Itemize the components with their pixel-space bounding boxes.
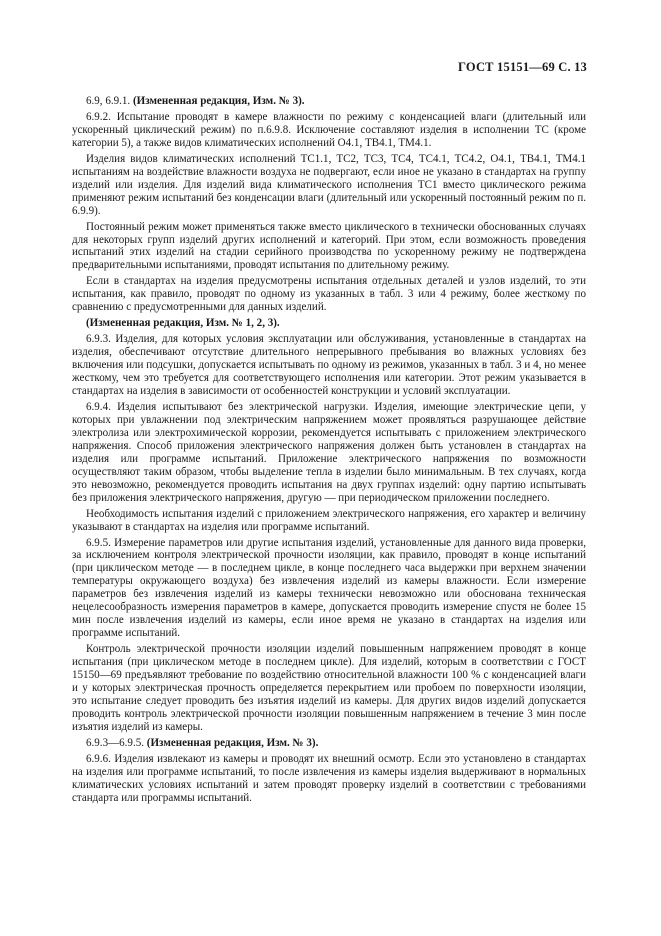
paragraph: 6.9.4. Изделия испытывают без электрической нагрузки. Изделия, имеющие электрические цепи, у которых при увлажнении под электрическим напряжением может проявляться разрушающее действие электролиза или электрохимической коррозии, рекомендуется испытывать с приложением электрического напряжения. Способ приложения электрического напряжения должен быть установлен в стандартах на изделия или программе испытаний. Приложение электрического напряжения по возможности осуществляют таким образом, чтобы выделение тепла в изделии было минимальным. В тех случаях, когда это невозможно, рекомендуется проводить испытания на двух группах изделий: одну партию испытывать без приложения электрического напряжения, другую — при периодическом приложении последнего. [72, 400, 587, 504]
paragraph: 6.9.3—6.9.5. (Измененная редакция, Изм. № 3). [86, 736, 319, 749]
paragraph: 6.9.3. Изделия, для которых условия эксплуатации или обслуживания, установленные в стандартах на изделия, обеспечивают отсутствие длительного непрерывного пребывания во влажных условиях без включения или подсушки, допускается испытывать по одному из режимов, указанных в табл. 3 и 4, но менее жесткому, чем это требуется для соответствующего исполнения или категории. Этот режим указывается в стандартах на изделия в зависимости от особенностей конструкции и условий эксплуатации. [72, 333, 587, 398]
paragraph: Необходимость испытания изделий с приложением электрического напряжения, его характер и величину указывают в стандартах на изделия или программе испытаний. [72, 507, 586, 533]
paragraph: Если в стандартах на изделия предусмотрены испытания отдельных деталей и узлов изделий, то эти испытания, как правило, проводят по одному из указанных в табл. 3 или 4 режиму, более жесткому по сравнению с предусмотренными для данных изделий. [72, 275, 586, 314]
paragraph: 6.9.5. Измерение параметров или другие испытания изделий, установленные для данного вида проверки, за исключением контроля электрической прочности изоляции, как правило, проводят в конце испытаний (при циклическом методе — в последнем цикле, в конце последнего часа выдержки при верхнем значении температуры окружающего воздуха) без извлечения изделий из камеры влажности. Если измерение параметров без извлечения изделий из камеры технически невозможно или обоснована техническая нецелесообразность измерения параметров в камере, допускается проводить измерение спустя не более 15 мин после извлечения изделий из камеры, если иное время не указано в стандартах на изделия или программе испытаний. [72, 536, 586, 640]
paragraph: (Измененная редакция, Изм. № 1, 2, 3). [86, 317, 280, 330]
paragraph: Постоянный режим может применяться также вместо циклического в технически обоснованных случаях для некоторых групп изделий других исполнений и категорий. При этом, если возможность проведения испытаний этих изделий на стадии серийного производства по ускоренному режиму не подтверждена предварительными испытаниями, проводят испытания по длительному режиму. [72, 220, 586, 272]
paragraph: 6.9.6. Изделия извлекают из камеры и проводят их внешний осмотр. Если это установлено в стандартах на изделия или программе испытаний, то после извлечения из камеры изделия выдерживают в нормальных климатических условиях испытаний и затем проводят проверку изделий в соответствии с требованиями стандарта или программы испытаний. [72, 752, 586, 804]
document-body [72, 95, 586, 808]
paragraph: 6.9, 6.9.1. (Измененная редакция, Изм. № 3). [86, 95, 305, 107]
paragraph: Изделия видов климатических исполнений ТС1.1, ТС2, ТС3, ТС4, ТС4.1, ТС4.2, О4.1, ТВ4.1, ТМ4.1 испытаниям на воздействие влажности воздуха не подвергают, если иное не указано в стандартах на группу изделий или изделия. Для изделий вида климатического исполнения ТС1 вместо циклического режима применяют режим испытаний без конденсации влаги (длительный или ускоренный постоянный режим по п. 6.9.9). [72, 152, 586, 217]
paragraph: 6.9.2. Испытание проводят в камере влажности по режиму с конденсацией влаги (длительный или ускоренный циклический режим) по п.6.9.8. Исключение составляют изделия в исполнении ТС (кроме категории 5), а также видов климатических исполнений О4.1, ТВ4.1, ТМ4.1. [72, 110, 587, 149]
page-header: ГОСТ 15151—69 С. 13 [458, 60, 587, 74]
paragraph: Контроль электрической прочности изоляции изделий повышенным напряжением проводят в конце испытания (при циклическом методе в последнем цикле). Для изделий, которым в соответствии с ГОСТ 15150—69 предъявляют требование по воздействию относительной влажности 100 % с конденсацией влаги и у которых электрическая прочность определяется перекрытием или пробоем по поверхности изоляции, это испытание следует проводить без изъятия изделий из камеры. Для других видов изделий допускается проводить контроль электрической прочности изоляции повышенным напряжением в течение 3 мин после изъятия изделий из камеры. [72, 643, 586, 733]
